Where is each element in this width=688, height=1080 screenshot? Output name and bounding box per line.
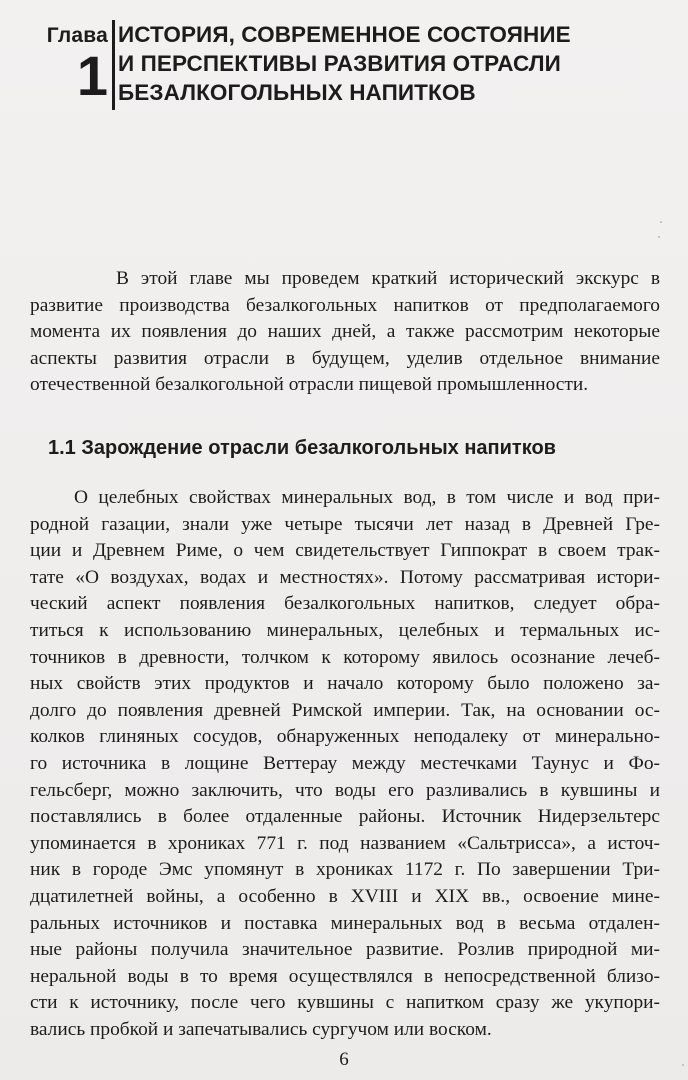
text-line: ческий аспект появления безалкогольных напитков, следует обра- — [30, 593, 660, 615]
text-line: ции и Древнем Риме, о чем свидетельствует Гиппократ в своем трак- — [30, 540, 660, 562]
text-line: развитие производства безалкогольных напитков от предполагаемого — [30, 294, 660, 316]
paper-speck — [682, 1064, 684, 1066]
text-line: ные районы получила значительное развитие. Розлив природной ми- — [30, 939, 660, 961]
text-line: упоминается в хрониках 771 г. под названием «Сальтрисса», а источ- — [30, 832, 660, 854]
text-line: момента их появления до наших дней, а также рассмотрим некоторые — [30, 321, 660, 343]
text-line: поставлялись в более отдаленные районы. Источник Нидерзельтерс — [30, 806, 660, 828]
paper-speck — [658, 236, 660, 238]
text-line: отечественной безалкогольной отрасли пищевой промышленности. — [30, 374, 589, 396]
paper-speck — [660, 221, 662, 223]
text-line: ных свойств этих продуктов и начало которому было положено за- — [30, 673, 660, 695]
chapter-title-line: ИСТОРИЯ, СОВРЕМЕННОЕ СОСТОЯНИЕ — [118, 22, 571, 47]
text-line: дцатилетней войны, а особенно в XVIII и XIX вв., освоение мине- — [30, 885, 660, 907]
text-line: тате «О воздухах, водах и местностях». Потому рассматривая истори- — [30, 566, 660, 588]
chapter-divider — [112, 20, 115, 110]
text-line: титься к использованию минеральных, целебных и термальных ис- — [30, 619, 660, 641]
text-line: ральных источников и поставка минеральных вод в весьма отдален- — [30, 912, 660, 934]
chapter-title-line: И ПЕРСПЕКТИВЫ РАЗВИТИЯ ОТРАСЛИ — [118, 51, 561, 76]
text-line: аспекты развития отрасли в будущем, уделив отдельное внимание — [30, 347, 660, 369]
text-line: неральной воды в то время осуществлялся в непосредственной близо- — [30, 965, 660, 987]
text-line: го источника в лощине Веттерау между местечками Таунус и Фо- — [30, 752, 660, 774]
section-heading: 1.1 Зарождение отрасли безалкогольных напитков — [48, 437, 556, 459]
text-line: точников в древности, толчком к которому явилось осознание лечеб- — [30, 646, 660, 668]
page-number: 6 — [339, 1049, 349, 1070]
chapter-title — [118, 20, 658, 107]
chapter-number: 1 — [76, 44, 108, 107]
text-line: В этой главе мы проведем краткий исторический экскурс в — [116, 268, 660, 289]
body-paragraph — [30, 485, 660, 1043]
chapter-title-line: БЕЗАЛКОГОЛЬНЫХ НАПИТКОВ — [118, 80, 476, 105]
text-line: родной газации, знали уже четыре тысячи лет назад в Древней Гре- — [30, 513, 660, 535]
text-line: сти к источнику, после чего кувшины с напитком сразу же укупори- — [30, 992, 660, 1014]
intro-paragraph — [30, 266, 660, 399]
text-line: гельсберг, можно заключить, что воды его разливались в кувшины и — [30, 779, 660, 801]
text-line: ник в городе Эмс упомянут в хрониках 1172 г. По завершении Три- — [30, 859, 660, 881]
text-line: долго до появления древней Римской империи. Так, на основании ос- — [30, 699, 660, 721]
text-line: колков глиняных сосудов, обнаруженных неподалеку от минерально- — [30, 726, 660, 748]
text-line: вались пробкой и запечатывались сургучом или воском. — [30, 1018, 492, 1040]
text-line: О целебных свойствах минеральных вод, в том числе и вод при- — [74, 487, 660, 508]
chapter-label: Глава — [46, 24, 108, 47]
